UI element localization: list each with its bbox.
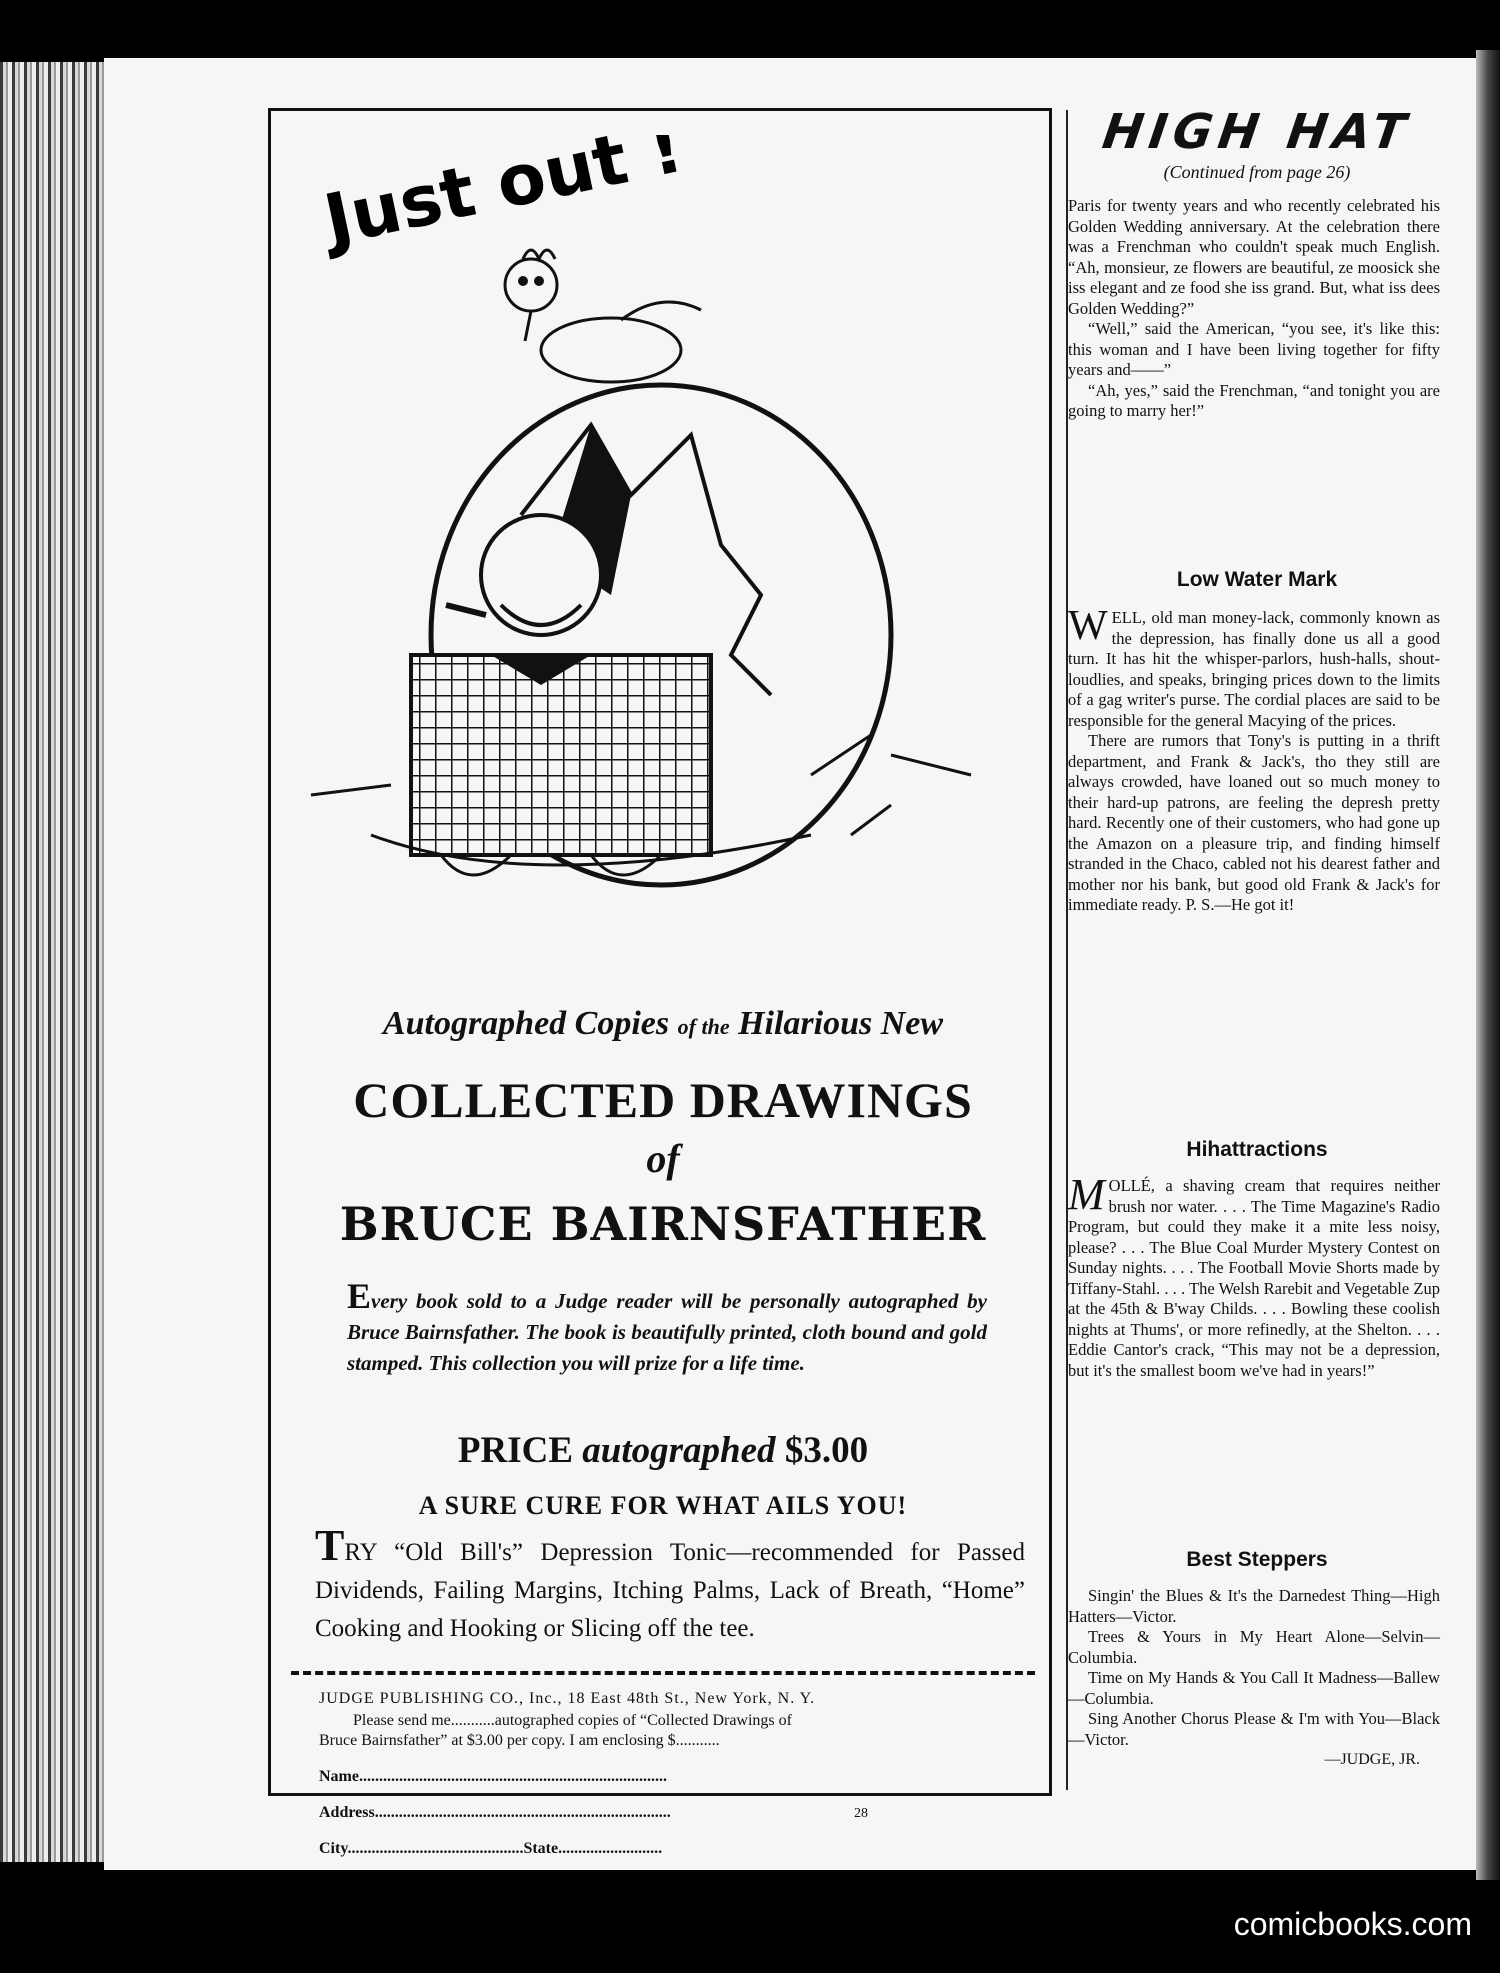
heading-low-water-mark: Low Water Mark [1176,568,1338,591]
just-out-lettering: Just out ! [317,135,690,262]
best-paragraph-4: Sing Another Chorus Please & I'm with You—Black—Victor. [1068,1709,1440,1749]
price-amount: $3.00 [784,1430,869,1471]
low-dropcap: W [1068,603,1108,649]
heading-hihattractions: Hihattractions [1186,1138,1328,1161]
continued-note: (Continued from page 26) [1163,162,1351,182]
intro-paragraph-1: Paris for twenty years and who recently celebrated his Golden Wedding anniversary. At the celebration there was a Frenchman who couldn't speak much English. “Ah, monsieur, ze flowers are beautiful, ze moosick she iss elegant and ze food she iss grand. But, what iss dees Golden Wedding?” [1068,196,1440,318]
heading-best-steppers: Best Steppers [1186,1548,1328,1571]
order-coupon [319,1689,1019,1859]
watermark: comicbooks.com [1233,1906,1472,1942]
ad-author-name: BRUCE BAIRNSFATHER [339,1197,987,1251]
low-paragraph-1 [1068,603,1440,731]
coupon-name-field: Name............................................................................. [319,1768,667,1785]
coupon-address-field: Address.......................................................................... [319,1804,671,1821]
ad-headline-b: of the [677,1014,730,1039]
ad-price [271,1429,1055,1472]
price-autographed: autographed [582,1430,776,1471]
ad-try-dropcap: T [315,1521,345,1570]
column-title: HIGH HAT [1099,104,1415,160]
ad-headline-c: Hilarious New [738,1005,944,1042]
book-page-edges [0,62,120,1862]
ad-headline [271,1005,1055,1043]
coupon-city-field: City............................................State.......................... [319,1840,663,1857]
coupon-send-line-2: Bruce Bairnsfather” at $3.00 per copy. I am enclosing $........... [319,1732,720,1749]
book-spine [1476,50,1500,1880]
intro-section [1068,196,1446,422]
column-signature: —JUDGE, JR. [1324,1751,1420,1768]
low-paragraph-1-text: ELL, old man money-lack, commonly known as the depression, has finally done us all a good turn. It has hit the whisper-parlors, hush-halls, shout-loudlies, and speaks, bringing prices down to the limits of a gag writer's purse. The cordial places are said to be responsible for the general Macying of the prices. [1068,608,1440,730]
low-water-section [1068,603,1446,916]
ad-collected-drawings: COLLECTED DRAWINGS [353,1072,973,1128]
cartoon-illustration [291,135,1031,995]
low-paragraph-2: There are rumors that Tony's is putting in a thrift department, and Frank & Jack's, tho they still are always crowded, have loaned out so much money to their hard-up patrons, are feeling the depresh pretty hard. Recently one of their customers, who had gone up the Amazon on a pleasure trip, and finding himself stranded in the Chaco, cabled not his dearest father and mother nor his bank, but good old Frank & Jack's for immediate ready. P. S.—He got it! [1068,731,1440,914]
old-bill-egg-cartoon [291,135,1031,995]
best-steppers-section [1068,1586,1446,1771]
ad-body-text [347,1276,987,1379]
ad-cure-slogan: A SURE CURE FOR WHAT AILS YOU! [418,1491,908,1520]
best-paragraph-1: Singin' the Blues & It's the Darnedest Thing—High Hatters—Victor. [1068,1586,1440,1626]
hihattractions-section [1068,1170,1446,1381]
hib-paragraph-1 [1068,1170,1440,1381]
hib-paragraph-1-text: OLLÉ, a shaving cream that requires neither brush nor water. . . . The Time Magazine's Radio Program, but could they make it a mite less noisy, please? . . . The Blue Coal Murder Mystery Contest on Sunday nights. . . . The Football Movie Shorts made by Tiffany-Stahl. . . . The Welsh Rarebit and Vegetable Zup at the 45th & B'way Childs. . . . Bowling these coolish nights at Thums', or more refinedly, at the Shelton. . . . Eddie Cantor's crack, “This may not be a depression, but it's the smallest boom we've had in years!” [1068,1176,1440,1380]
price-label: PRICE [457,1430,574,1471]
coupon-publisher: JUDGE PUBLISHING CO., Inc., 18 East 48th St., New York, N. Y. [319,1690,816,1707]
best-paragraph-3: Time on My Hands & You Call It Madness—Ballew—Columbia. [1068,1668,1440,1708]
ad-body-copy: very book sold to a Judge reader will be personally autographed by Bruce Bairnsfather. The book is beautifully printed, cloth bound and gold stamped. This collection you will prize for a life time. [347,1289,987,1375]
intro-paragraph-3: “Ah, yes,” said the Frenchman, “and tonight you are going to marry her!” [1068,380,1440,420]
hen-icon [505,250,701,382]
ad-headline-a: Autographed Copies [382,1005,670,1042]
ad-try-copy: RY “Old Bill's” Depression Tonic—recommended for Passed Dividends, Failing Margins, Itching Palms, Lack of Breath, “Home” Cooking and Hooking or Slicing off the tee. [315,1539,1025,1642]
ad-of: of [646,1136,680,1181]
page-number: 28 [854,1806,868,1821]
hib-dropcap: M [1068,1170,1105,1219]
coupon-send-line: Please send me...........autographed copies of “Collected Drawings of [353,1712,792,1729]
ad-try-text [315,1521,1025,1648]
best-paragraph-2: Trees & Yours in My Heart Alone—Selvin—Columbia. [1068,1627,1440,1667]
coupon-cut-line [291,1671,1035,1675]
ad-body-dropcap: E [347,1276,372,1316]
intro-paragraph-2: “Well,” said the American, “you see, it's like this: this woman and I have been living together for fifty years and——” [1068,319,1440,379]
